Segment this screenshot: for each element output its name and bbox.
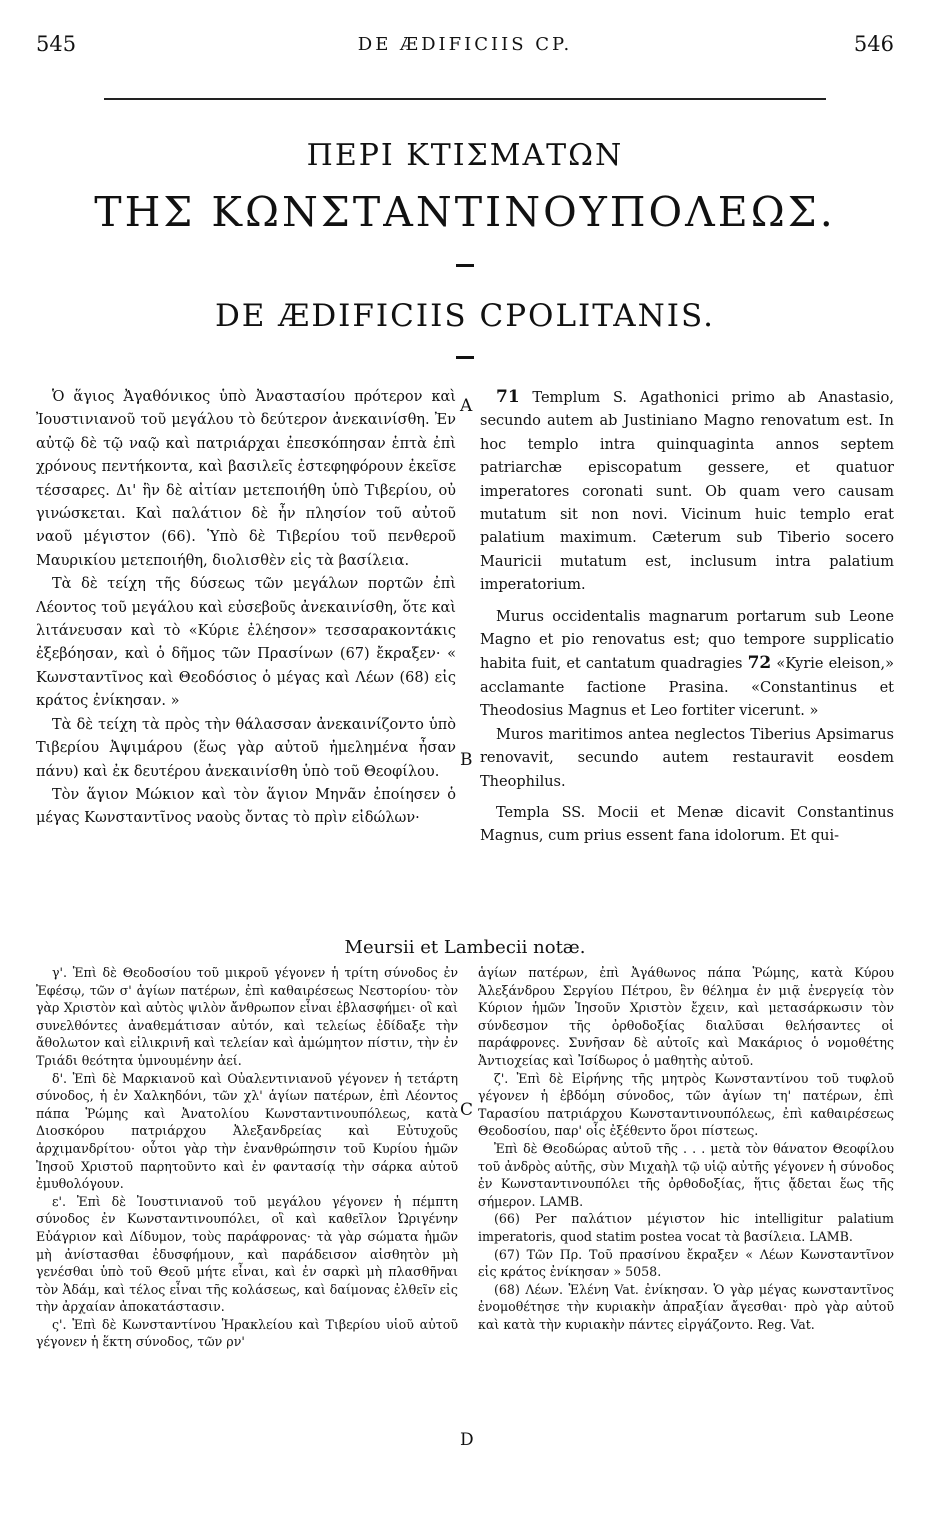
greek-title-line-2: ΤΗΣ ΚΩΝΣΤΑΝΤΙΝΟΥΠΟΛΕΩΣ.: [94, 188, 836, 236]
notes-title: Meursii et Lambecii notæ.: [344, 937, 586, 958]
greek-paragraph: Ὁ ἅγιος Ἀγαθόνικος ὑπὸ Ἀναστασίου πρότερον καὶ Ἰουστινιανοῦ τοῦ μεγάλου τὸ δεύτερον ἀνεκαινίσθη. Ἐν αὐτῷ δὲ τῷ ναῷ καὶ πατριάρχαι ἐπεσκόπησαν ἑπτὰ ἐπὶ χρόνους πεντήκοντα, καὶ βασιλεῖς ἐστεφηφόρουν ἐκεῖσε τέσσαρες. Δι' ἣν δὲ αἰτίαν μετεποιήθη ὑπὸ Τιβερίου, οὐ γινώσκεται. Καὶ παλάτιον δὲ ἦν πλησίον τοῦ αὐτοῦ ναοῦ μέγιστον (66). Ὑπὸ δὲ Τιβερίου τοῦ πενθεροῦ Μαυρικίου μετεποιήθη, διολισθὲν εἰς τὰ βασίλεια.: [36, 389, 456, 569]
greek-paragraph: Τὰ δὲ τείχη τῆς δύσεως τῶν μεγάλων πορτῶν ἐπὶ Λέοντος τοῦ μεγάλου καὶ εὐσεβοῦς ἀνεκαινίσθη, ὅτε καὶ λιτάνευσαν καὶ τὸ «Κύριε ἐλέησον» τεσσαρακοντάκις ἐξεβόησαν, καὶ ὁ δῆμος τῶν Πρασίνων (67) ἔκραξεν· « Κωνσταντῖνος καὶ Θεοδόσιος ὁ μέγας καὶ Λέων (68) εἰς κράτος ἐνίκησαν. »: [36, 576, 456, 710]
note-paragraph: [478, 1210, 894, 1245]
latin-column: [480, 386, 894, 849]
note-paragraph: ε'. Ἐπὶ δὲ Ἰουστινιανοῦ τοῦ μεγάλου γέγονεν ἡ πέμπτη σύνοδος ἐν Κωνσταντινουπόλει, οἳ καὶ καθεῖλον Ὠριγένην Εὐάγριον καὶ Δίδυμον, τοὺς παράφρονας· τὰ γὰρ σώματα ἡμῶν μὴ ἀνίστασθαι ἐδυσφήμουν, καὶ παράδεισον αἰσθητὸν μὴ γενέσθαι ὑπὸ τοῦ Θεοῦ μήτε εἶναι, καὶ ἐν σαρκὶ μὴ πλασθῆναι τὸν Ἀδάμ, καὶ τέλος εἶναι τῆς κολάσεως, καὶ δαίμονας ἐλθεῖν εἰς τὴν ἀρχαίαν ἀποκατάστασιν.: [36, 1193, 458, 1315]
chapter-number: 72: [747, 653, 772, 674]
paragraph-gap: [480, 794, 894, 802]
latin-paragraph: Templa SS. Mocii et Menæ dicavit Constantinus Magnus, cum prius essent fana idolorum. Et qui-: [480, 804, 894, 845]
chapter-number: 71: [496, 387, 520, 407]
notes-left-column: [36, 964, 458, 1351]
margin-marker-d: D: [460, 1430, 474, 1450]
page-number-left: 545: [36, 32, 77, 56]
greek-title-line-1: ΠΕΡΙ ΚΤΙΣΜΑΤΩΝ: [306, 138, 624, 173]
latin-paragraph-text: Murus occidentalis magnarum portarum sub Leone Magno et pio renovatus est; quo tempore supplicatio habita fuit, et cantatum quadragies: [480, 608, 894, 673]
note-paragraph: ἁγίων πατέρων, ἐπὶ Ἀγάθωνος πάπα Ῥώμης, κατὰ Κύρου Ἀλεξάνδρου Σεργίου Πέτρου, ἓν θέλημα ἐν μιᾷ ἐνεργείᾳ τὸν Κύριον ἡμῶν Ἰησοῦν Χριστὸν ἔχειν, καὶ μετασάρκωσιν τὸν σύνδεσμον τῆς ὀρθοδοξίας διαλῦσαι θελήσαντες οἱ παράφρονες. Συνῆσαν δὲ αὐτοῖς καὶ Μακάριος ὁ νομοθέτης Ἀντιοχείας καὶ Ἰσίδωρος ὁ μαθητὴς αὐτοῦ.: [478, 965, 894, 1068]
note-paragraph: [478, 1140, 894, 1210]
note-paragraph: ζ'. Ἐπὶ δὲ Εἰρήνης τῆς μητρὸς Κωνσταντίνου τοῦ τυφλοῦ γέγονεν ἡ ἑβδόμη σύνοδος, τῶν ἁγίων τη' πατέρων, ἐπὶ Ταρασίου πατριάρχου Κωνσταντινουπόλεως, ἐπὶ καθαιρέσεως Θεοδοσίου, παρ' οἷς ἐξέθεντο ὅροι πίστεως.: [478, 1070, 894, 1139]
margin-marker-a: A: [460, 396, 473, 416]
greek-paragraph: Τὸν ἅγιον Μώκιον καὶ τὸν ἅγιον Μηνᾶν ἐποίησεν ὁ μέγας Κωνσταντῖνος ναοὺς ὄντας τὸ πρὶν εἰδώλων·: [36, 786, 456, 827]
note-paragraph: ς'. Ἐπὶ δὲ Κωνσταντίνου Ἡρακλείου καὶ Τιβερίου υἱοῦ αὐτοῦ γέγονεν ἡ ἕκτη σύνοδος, τῶν ρν': [36, 1316, 458, 1350]
greek-column: [36, 386, 456, 831]
title-divider: [456, 264, 474, 267]
note-text: Ἐπὶ δὲ Θεοδώρας αὐτοῦ τῆς . . . μετὰ τὸν θάνατον Θεοφίλου τοῦ ἀνδρὸς αὐτῆς, σὺν Μιχαὴλ τῷ υἱῷ αὐτῆς γέγονεν ἡ σύνοδος ἐν Κωνσταντινουπόλει τῆς ὀρθοδοξίας, ἥτις ᾄδεται ἕως τῆς σήμερον.: [478, 1140, 894, 1209]
note-paragraph: (67) Τῶν Πρ. Τοῦ πρασίνου ἔκραξεν « Λέων Κωνσταντῖνον εἰς κράτος ἐνίκησαν » 5058.: [478, 1246, 894, 1280]
header-rule: [104, 98, 826, 100]
note-paragraph: γ'. Ἐπὶ δὲ Θεοδοσίου τοῦ μικροῦ γέγονεν ἡ τρίτη σύνοδος ἐν Ἐφέσῳ, τῶν σ' ἁγίων πατέρων, ἐπὶ καθαιρέσεως Νεστορίου· τὸν γὰρ Χριστὸν καὶ αὐτὸς ψιλὸν ἄνθρωπον εἶναι ἐβλασφήμει· οἳ καὶ συνελθόντες ἀναθεμάτισαν αὐτόν, καὶ τελείως ἐδίδαξε τὴν ἄθολωτον καὶ εἰλικρινῆ καὶ τελείαν καὶ ἀμώμητον πίστιν, τὴν ἐν Τριάδι θεότητα ὑμνουμένην ἀεί.: [36, 965, 458, 1068]
note-paragraph: (68) Λέων. Ἑλένη Vat. ἐνίκησαν. Ὁ γὰρ μέγας κωνσταντῖνος ἐνομοθέτησε τὴν κυριακὴν ἀπραξίαν ἄγεσθαι· πρὸ γὰρ αὐτοῦ καὶ κατὰ τὴν κυριακὴν πάντες εἰργάζοντο. Reg. Vat.: [478, 1281, 894, 1332]
latin-paragraph: [480, 606, 894, 724]
note-signature: LAMB.: [809, 1228, 853, 1244]
paragraph-gap: [480, 598, 894, 606]
running-title: DE ÆDIFICIIS CP.: [357, 34, 573, 55]
margin-marker-b: B: [460, 750, 473, 770]
page-number-right: 546: [853, 32, 894, 56]
latin-title: DE ÆDIFICIIS CPOLITANIS.: [214, 298, 716, 334]
latin-paragraph: Muros maritimos antea neglectos Tiberius Apsimarus renovavit, secundo autem restauravit eosdem Theophilus.: [480, 726, 894, 790]
title-divider: [456, 356, 474, 359]
running-header: [36, 32, 894, 66]
note-signature: LAMB.: [539, 1193, 584, 1209]
latin-paragraph-text: «Kyrie eleison,» acclamante factione Prasina. «Constantinus et Theodosius Magnus et Leo fortiter vicerunt. »: [480, 656, 894, 720]
note-paragraph: δ'. Ἐπὶ δὲ Μαρκιανοῦ καὶ Οὐαλεντινιανοῦ γέγονεν ἡ τετάρτη σύνοδος, ἡ ἐν Χαλκηδόνι, τῶν χλ' ἁγίων πατέρων, ἐπὶ Λέοντος πάπα Ῥώμης καὶ Ἀνατολίου Κωνσταντινουπόλεως, κατὰ Διοσκόρου πατριάρχου Ἀλεξανδρείας καὶ Εὐτυχοῦς ἀρχιμανδρίτου· οὗτοι γὰρ τὴν ἐνανθρώπησιν τοῦ Κυρίου ἡμῶν Ἰησοῦ Χριστοῦ παρητοῦντο καὶ ἐν φαντασίᾳ τὴν σάρκα αὐτοῦ ἐμυθολόγουν.: [36, 1070, 458, 1192]
margin-marker-c: C: [460, 1100, 474, 1120]
note-text: (66) Per παλάτιον μέγιστον hic intelligitur palatium imperatoris, quod statim postea vocat τὰ βασίλεια.: [478, 1211, 894, 1244]
latin-paragraph-text: Templum S. Agathonici primo ab Anastasio, secundo autem ab Justiniano Magno renovatum est. In hoc templo intra quinquaginta annos septem patriarchæ episcopatum gessere, et quatuor imperatores coronati sunt. Ob quam vero causam mutatum sit non novi. Vicinum huic templo erat palatium maximum. Cæterum sub Tiberio socero Mauricii mutatum est, inclusum intra palatium imperatorium.: [480, 390, 895, 594]
latin-paragraph: [480, 386, 894, 598]
notes-right-column: [478, 964, 894, 1333]
greek-paragraph: Τὰ δὲ τείχη τὰ πρὸς τὴν θάλασσαν ἀνεκαινίζοντο ὑπὸ Τιβερίου Ἀψιμάρου (ἕως γὰρ αὐτοῦ ἠμελημένα ἦσαν πάνυ) καὶ ἐκ δευτέρου ἀνεκαινίσθη ὑπὸ τοῦ Θεοφίλου.: [36, 716, 456, 780]
